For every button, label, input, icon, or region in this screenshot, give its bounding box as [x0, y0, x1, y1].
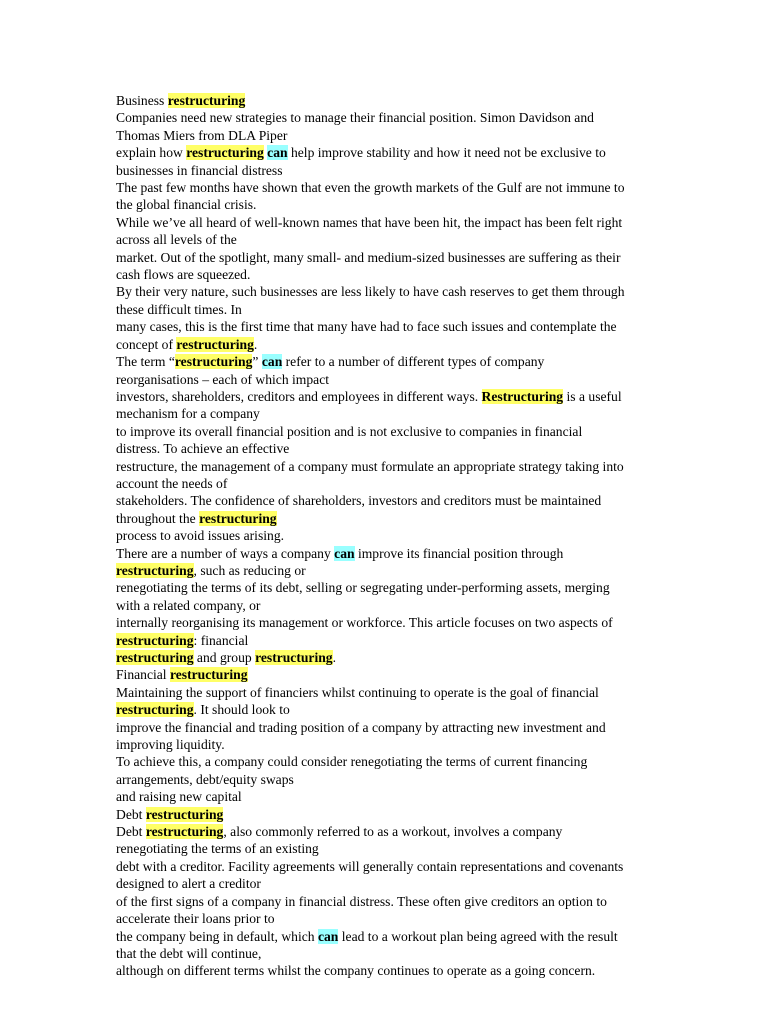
text-line — [116, 231, 650, 248]
text-line — [116, 371, 650, 388]
text-segment: : financial — [193, 632, 249, 648]
text-line — [116, 684, 650, 701]
text-segment: stakeholders. The confidence of shareholders, investors and creditors must be maintained — [116, 493, 602, 509]
text-segment: distress. To achieve an effective — [116, 441, 290, 457]
text-segment: designed to alert a creditor — [116, 876, 261, 892]
text-line — [116, 458, 650, 475]
text-segment: Thomas Miers from DLA Piper — [116, 127, 288, 143]
document-body — [116, 92, 650, 980]
text-line — [116, 440, 650, 457]
text-line — [116, 962, 650, 979]
text-line — [116, 127, 650, 144]
text-segment: There are a number of ways a company — [116, 545, 335, 561]
text-line — [116, 649, 650, 666]
text-line — [116, 162, 650, 179]
text-segment: these difficult times. In — [116, 301, 242, 317]
text-line — [116, 771, 650, 788]
text-segment: reorganisations – each of which impact — [116, 371, 330, 387]
highlight-restructuring: restructuring — [255, 650, 333, 665]
highlight-can: can — [334, 545, 355, 561]
text-line — [116, 492, 650, 509]
highlight-restructuring: restructuring — [116, 562, 194, 578]
text-line — [116, 875, 650, 892]
text-line — [116, 510, 650, 527]
text-segment: that the debt will continue, — [116, 945, 262, 961]
text-segment: improve the financial and trading position of a company by attracting new investment and — [116, 719, 606, 735]
text-segment: renegotiating the terms of an existing — [116, 841, 319, 857]
highlight-restructuring: restructuring — [145, 806, 224, 822]
text-line — [116, 283, 650, 300]
text-segment: renegotiating the terms of its debt, selling or segregating under-performing assets, merging — [116, 580, 610, 596]
text-line — [116, 823, 650, 840]
text-segment: , such as reducing or — [193, 562, 306, 578]
text-segment: The past few months have shown that even the growth markets of the Gulf are not immune to — [116, 180, 625, 196]
highlight-restructuring: restructuring — [199, 510, 277, 526]
text-line — [116, 893, 650, 910]
text-segment: Debt — [116, 806, 146, 822]
text-segment: concept of — [116, 336, 177, 352]
highlight-restructuring: restructuring — [116, 702, 194, 718]
text-segment: mechanism for a company — [116, 406, 260, 422]
highlight-restructuring: restructuring — [176, 336, 254, 352]
text-segment: arrangements, debt/equity swaps — [116, 771, 294, 787]
text-segment: process to avoid issues arising. — [116, 528, 285, 544]
text-segment: . — [253, 336, 258, 352]
highlight-restructuring: Restructuring — [481, 388, 564, 404]
text-segment: accelerate their loans prior to — [116, 911, 275, 927]
text-line — [116, 353, 650, 370]
text-line — [116, 928, 650, 945]
text-line — [116, 632, 650, 649]
highlight-restructuring: restructuring — [116, 632, 194, 648]
text-line — [116, 179, 650, 196]
text-segment: Debt — [116, 824, 146, 840]
text-line — [116, 301, 650, 318]
text-segment: businesses in financial distress — [116, 162, 283, 178]
text-line — [116, 545, 650, 562]
text-segment: ” — [252, 354, 262, 370]
text-segment: across all levels of the — [116, 232, 237, 248]
text-line — [116, 405, 650, 422]
text-line — [116, 666, 650, 683]
text-segment: throughout the — [116, 510, 200, 526]
text-line — [116, 614, 650, 631]
highlight-restructuring: restructuring — [186, 145, 264, 161]
text-line — [116, 336, 650, 353]
text-segment: improve its financial position through — [354, 545, 564, 561]
text-segment: although on different terms whilst the company continues to operate as a going concern. — [116, 963, 596, 979]
text-segment: By their very nature, such businesses are less likely to have cash reserves to get them through — [116, 284, 625, 300]
text-line — [116, 597, 650, 614]
text-line — [116, 736, 650, 753]
text-segment: of the first signs of a company in financial distress. These often give creditors an option to — [116, 893, 607, 909]
text-line — [116, 753, 650, 770]
text-segment: . — [332, 650, 337, 665]
text-line — [116, 788, 650, 805]
highlight-can: can — [261, 354, 283, 370]
text-segment: lead to a workout plan being agreed with the result — [338, 928, 618, 944]
text-segment: internally reorganising its management or workforce. This article focuses on two aspects of — [116, 615, 613, 631]
text-line — [116, 806, 650, 823]
text-segment: and group — [193, 650, 256, 665]
text-line — [116, 144, 650, 161]
text-segment: Business — [116, 93, 168, 108]
text-line — [116, 214, 650, 231]
highlight-restructuring: restructuring — [145, 824, 224, 840]
text-segment: explain how — [116, 145, 187, 161]
text-line — [116, 579, 650, 596]
text-line — [116, 562, 650, 579]
text-segment: and raising new capital — [116, 789, 242, 805]
text-line — [116, 840, 650, 857]
text-segment: to improve its overall financial position and is not exclusive to companies in financial — [116, 423, 583, 439]
text-line — [116, 318, 650, 335]
text-segment: improving liquidity. — [116, 737, 225, 753]
text-line — [116, 527, 650, 544]
text-segment: account the needs of — [116, 475, 228, 491]
text-segment: While we’ve all heard of well-known names that have been hit, the impact has been felt right — [116, 214, 623, 230]
text-segment: is a useful — [563, 388, 622, 404]
text-line — [116, 858, 650, 875]
highlight-restructuring: restructuring — [174, 354, 253, 370]
text-segment: Financial — [116, 667, 170, 683]
text-segment: debt with a creditor. Facility agreements will generally contain representations and covenants — [116, 858, 624, 874]
text-line — [116, 945, 650, 962]
text-segment: many cases, this is the first time that many have had to face such issues and contemplate the — [116, 319, 617, 335]
text-segment: , also commonly referred to as a workout, involves a company — [223, 824, 563, 840]
text-segment: investors, shareholders, creditors and employees in different ways. — [116, 388, 482, 404]
text-segment: Maintaining the support of financiers whilst continuing to operate is the goal of financial — [116, 684, 599, 700]
text-segment: market. Out of the spotlight, many small- and medium-sized businesses are suffering as their — [116, 249, 621, 265]
text-line — [116, 249, 650, 266]
text-line — [116, 701, 650, 718]
text-line — [116, 423, 650, 440]
text-segment: restructure, the management of a company must formulate an appropriate strategy taking into — [116, 458, 624, 474]
text-segment: To achieve this, a company could consider renegotiating the terms of current financing — [116, 754, 588, 770]
text-segment: . It should look to — [193, 702, 290, 718]
highlight-restructuring: restructuring — [116, 650, 194, 665]
highlight-can: can — [317, 928, 339, 944]
text-segment: cash flows are squeezed. — [116, 267, 251, 283]
text-segment: The term “ — [116, 354, 175, 370]
highlight-restructuring: restructuring — [169, 667, 248, 683]
text-line — [116, 910, 650, 927]
text-line — [116, 719, 650, 736]
text-line — [116, 388, 650, 405]
text-line — [116, 92, 650, 109]
text-line — [116, 109, 650, 126]
text-line — [116, 475, 650, 492]
text-segment: the company being in default, which — [116, 928, 318, 944]
text-segment: refer to a number of different types of company — [282, 354, 545, 370]
text-segment: help improve stability and how it need not be exclusive to — [287, 145, 606, 161]
text-line — [116, 196, 650, 213]
text-segment: Companies need new strategies to manage their financial position. Simon Davidson and — [116, 110, 594, 126]
highlight-can: can — [267, 145, 288, 161]
text-segment: the global financial crisis. — [116, 197, 257, 213]
text-segment: with a related company, or — [116, 597, 261, 613]
text-line — [116, 266, 650, 283]
highlight-restructuring: restructuring — [167, 93, 246, 108]
